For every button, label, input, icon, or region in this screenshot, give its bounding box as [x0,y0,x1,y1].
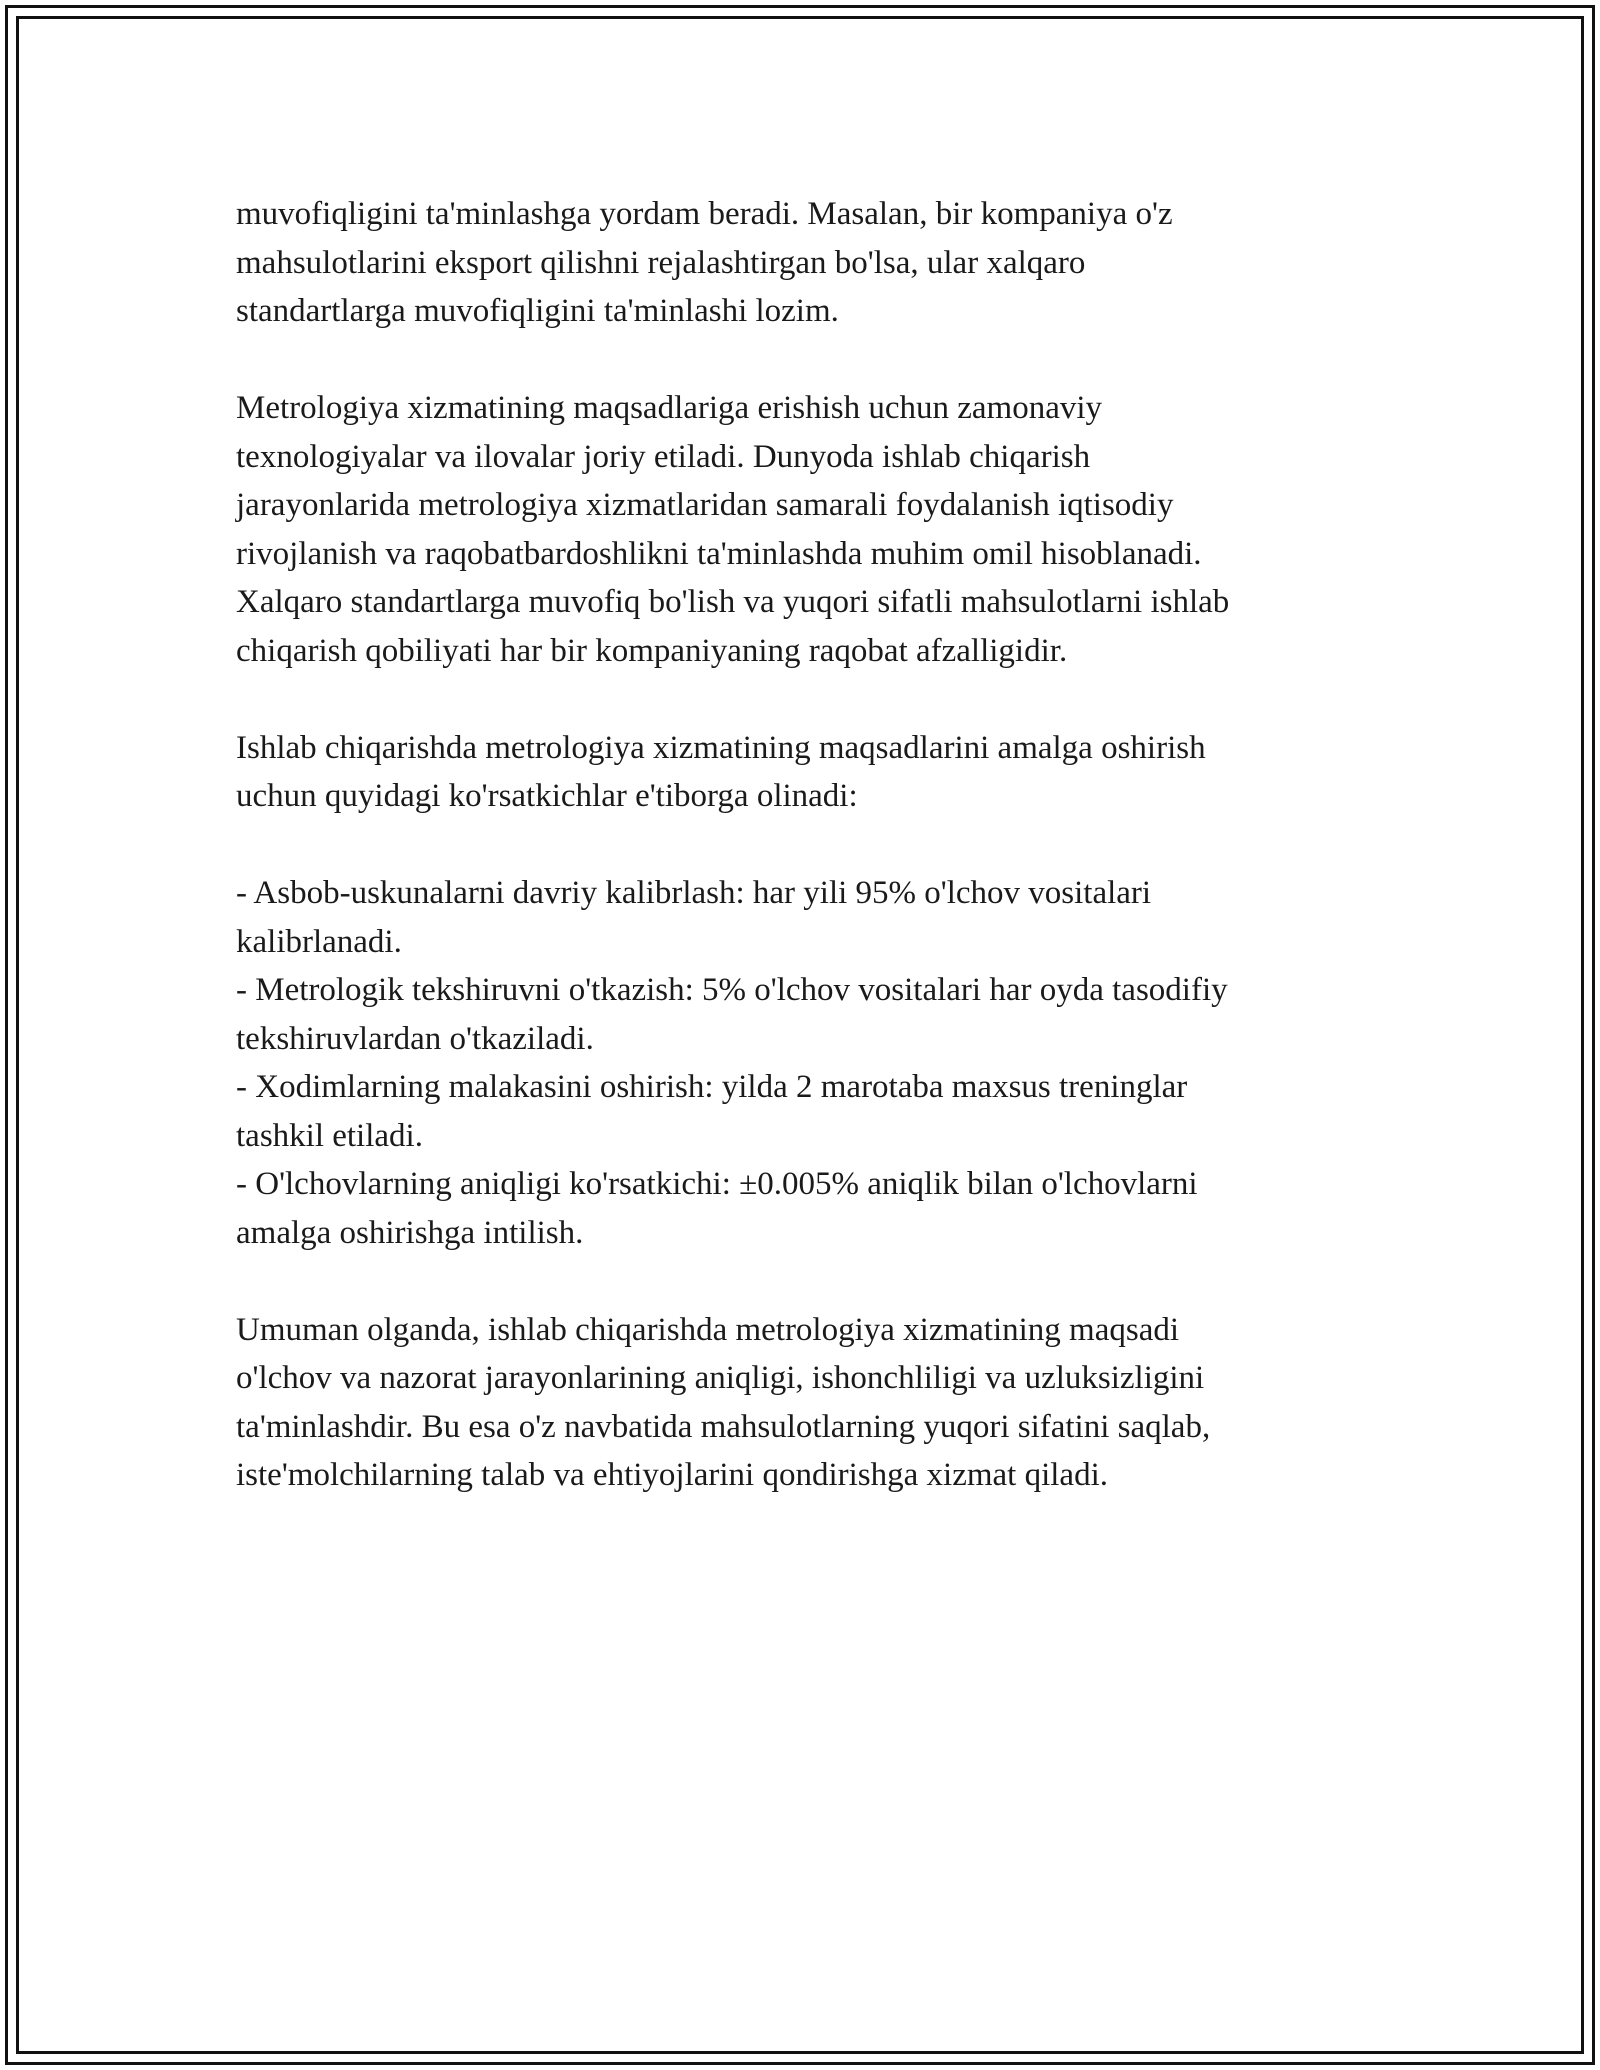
list-item [236,1160,1376,1257]
indicator-list [236,869,1376,1257]
text-line: muvofiqligini ta'minlashga yordam beradi. Masalan, bir kompaniya o'z [236,196,1173,232]
paragraph-1 [236,190,1376,336]
text-line: uchun quyidagi ko'rsatkichlar e'tiborga olinadi: [236,778,858,814]
text-line: - O'lchovlarning aniqligi ko'rsatkichi: ±0.005% aniqlik bilan o'lchovlarni [236,1166,1198,1202]
text-line: - Xodimlarning malakasini oshirish: yilda 2 marotaba maxsus treninglar [236,1069,1188,1105]
list-item [236,1063,1376,1160]
text-line: amalga oshirishga intilish. [236,1214,584,1251]
text-line: iste'molchilarning talab va ehtiyojlarini qondirishga xizmat qiladi. [236,1457,1108,1493]
list-item [236,869,1376,966]
text-line: texnologiyalar va ilovalar joriy etiladi. Dunyoda ishlab chiqarish [236,438,1091,475]
text-line: chiqarish qobiliyati har bir kompaniyaning raqobat afzalligidir. [236,632,1068,669]
closing-paragraph [236,1306,1376,1500]
text-line: jarayonlarida metrologiya xizmatlaridan samarali foydalanish iqtisodiy [236,487,1174,523]
paragraph-2 [236,384,1376,675]
text-line: o'lchov va nazorat jarayonlarining aniqligi, ishonchliligi va uzluksizligini [236,1360,1205,1396]
text-line: Metrologiya xizmatining maqsadlariga erishish uchun zamonaviy [236,390,1103,426]
text-line: Ishlab chiqarishda metrologiya xizmatining maqsadlarini amalga oshirish [236,729,1206,766]
text-line: ta'minlashdir. Bu esa o'z navbatida mahsulotlarning yuqori sifatini saqlab, [236,1408,1211,1445]
text-line: rivojlanish va raqobatbardoshlikni ta'minlashda muhim omil hisoblanadi. [236,535,1202,572]
document-body [236,190,1376,1548]
list-item [236,966,1376,1063]
text-line: - Asbob-uskunalarni davriy kalibrlash: har yili 95% o'lchov vositalari [236,875,1152,911]
text-line: - Metrologik tekshiruvni o'tkazish: 5% o'lchov vositalari har oyda tasodifiy [236,972,1228,1008]
text-line: Xalqaro standartlarga muvofiq bo'lish va yuqori sifatli mahsulotlarni ishlab [236,584,1230,620]
text-line: tekshiruvlardan o'tkaziladi. [236,1020,594,1057]
text-line: standartlarga muvofiqligini ta'minlashi lozim. [236,293,839,329]
text-line: tashkil etiladi. [236,1117,423,1154]
text-line: Umuman olganda, ishlab chiqarishda metrologiya xizmatining maqsadi [236,1311,1180,1348]
paragraph-3 [236,724,1376,821]
text-line: mahsulotlarini eksport qilishni rejalashtirgan bo'lsa, ular xalqaro [236,244,1086,281]
text-line: kalibrlanadi. [236,923,402,960]
